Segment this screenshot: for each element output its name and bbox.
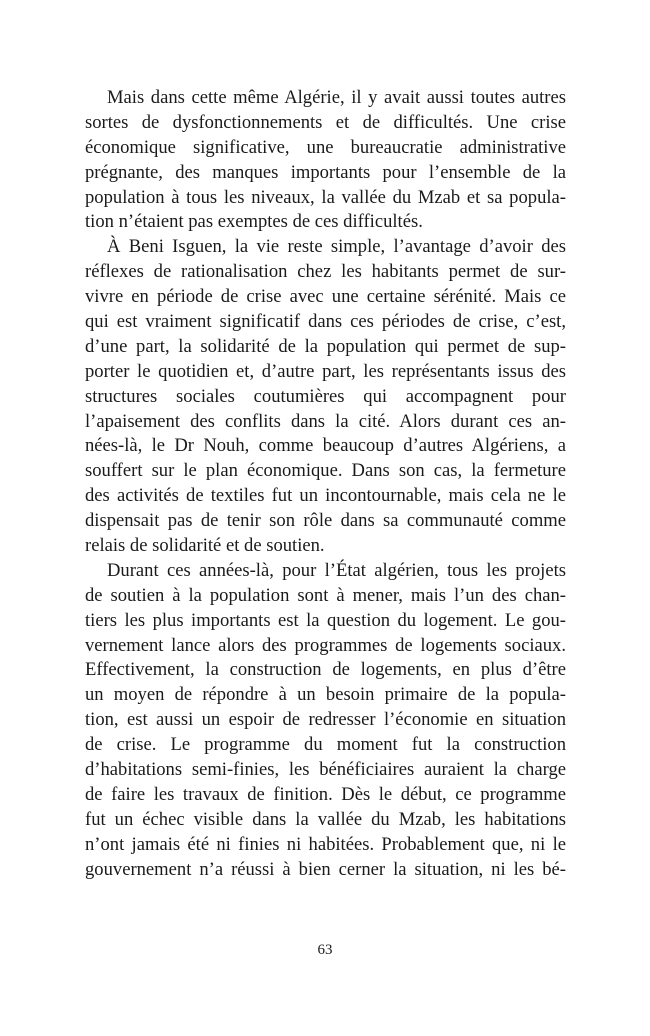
text-line: vernement lance alors des programmes de logements sociaux. [85, 634, 566, 656]
text-line: n’ont jamais été ni finies ni habitées. Probablement que, ni le [85, 833, 566, 855]
text-line: prégnante, des manques importants pour l’ensemble de la [85, 161, 566, 183]
paragraph [85, 559, 566, 883]
text-line: tion, est aussi un espoir de redresser l’économie en situation [85, 709, 566, 731]
text-line: nées-là, le Dr Nouh, comme beaucoup d’autres Algériens, a [85, 435, 566, 457]
text-line: gouvernement n’a réussi à bien cerner la situation, ni les bé- [85, 858, 566, 880]
text-line: Effectivement, la construction de logements, en plus d’être [85, 659, 566, 681]
text-line: de crise. Le programme du moment fut la construction [85, 734, 566, 756]
text-line: Mais dans cette même Algérie, il y avait aussi toutes autres [107, 87, 566, 108]
text-line: population à tous les niveaux, la vallée du Mzab et sa popula- [85, 186, 566, 208]
text-line: dispensait pas de tenir son rôle dans sa communauté comme [85, 510, 566, 532]
text-line: de faire les travaux de finition. Dès le début, ce programme [85, 783, 566, 805]
text-line: fut un échec visible dans la vallée du Mzab, les habitations [85, 808, 566, 830]
text-line: tion n’étaient pas exemptes de ces difficultés. [85, 211, 423, 233]
page-number: 63 [317, 942, 333, 958]
text-line: qui est vraiment significatif dans ces périodes de crise, c’est, [85, 311, 566, 333]
text-line: d’habitations semi-finies, les bénéficiaires auraient la charge [85, 759, 566, 781]
text-line: de soutien à la population sont à mener, mais l’un des chan- [85, 584, 566, 606]
text-line: un moyen de répondre à un besoin primaire de la popula- [85, 684, 566, 706]
text-line: Durant ces années-là, pour l’État algérien, tous les projets [107, 559, 566, 581]
body-text [85, 86, 566, 883]
text-line: structures sociales coutumières qui accompagnent pour [85, 385, 566, 407]
text-line: tiers les plus importants est la question du logement. Le gou- [85, 609, 566, 631]
text-line: porter le quotidien et, d’autre part, les représentants issus des [85, 360, 566, 382]
text-line: économique significative, une bureaucratie administrative [85, 136, 566, 158]
text-line: d’une part, la solidarité de la population qui permet de sup- [85, 335, 566, 357]
text-line: l’apaisement des conflits dans la cité. Alors durant ces an- [85, 410, 566, 432]
paragraph [85, 86, 566, 235]
text-line: réflexes de rationalisation chez les habitants permet de sur- [85, 261, 566, 283]
paragraph [85, 235, 566, 559]
text-line: À Beni Isguen, la vie reste simple, l’avantage d’avoir des [107, 236, 566, 258]
text-line: sortes de dysfonctionnements et de difficultés. Une crise [85, 111, 566, 133]
text-line: souffert sur le plan économique. Dans son cas, la fermeture [85, 460, 566, 482]
text-line: relais de solidarité et de soutien. [85, 535, 325, 557]
text-line: des activités de textiles fut un incontournable, mais cela ne le [85, 485, 566, 507]
text-line: vivre en période de crise avec une certaine sérénité. Mais ce [85, 286, 566, 308]
